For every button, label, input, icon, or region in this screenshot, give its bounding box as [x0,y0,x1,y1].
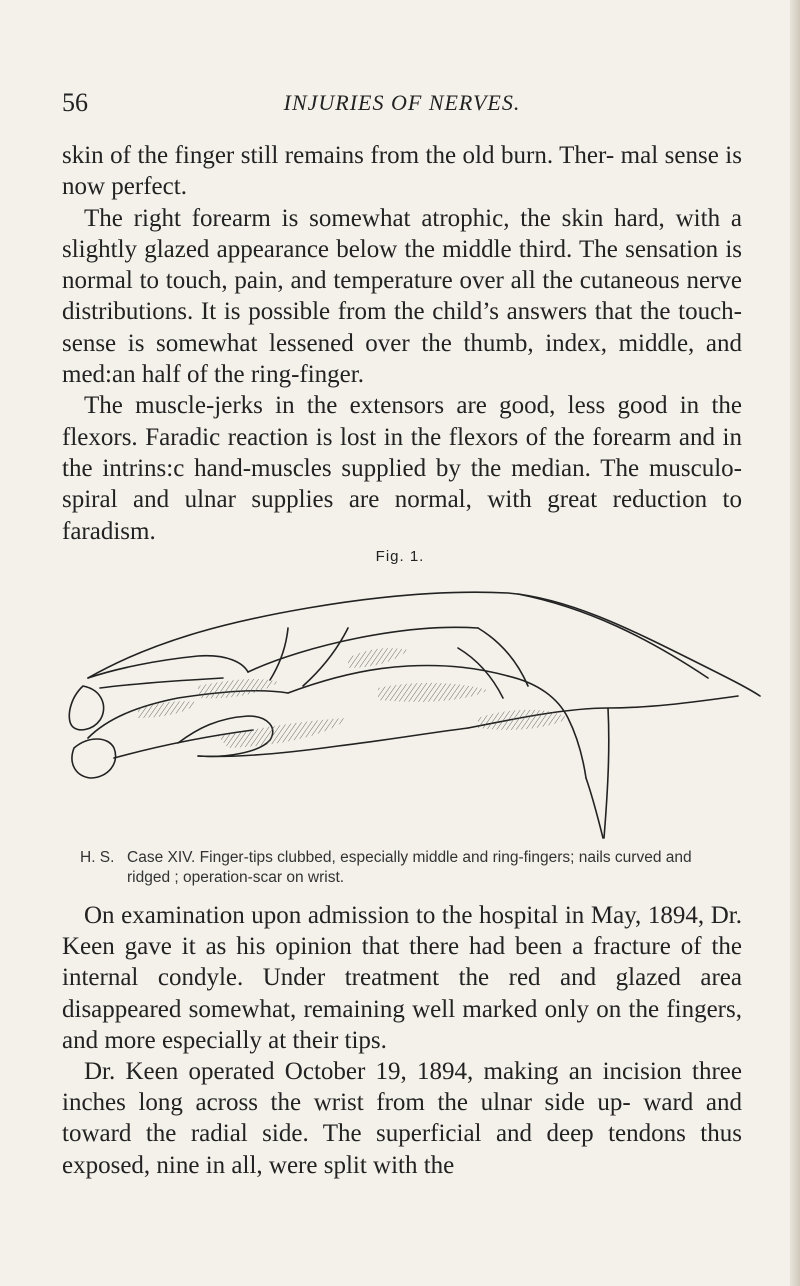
paragraph: On examination upon admission to the hospital in May, 1894, Dr. Keen gave it as his opinion that there had been a fracture of the internal condyle. Under treatment the red and glazed area disappeared somewhat, remaining well marked only on the fingers, and more especially at their tips. [62,902,742,1054]
page-header [62,88,742,124]
paragraph: The right forearm is somewhat atrophic, the skin hard, with a slightly glazed appearance below the middle third. The sensation is normal to touch, pain, and temperature over all the cutaneous nerve distributions. It is possible from the child’s answers that the touch-sense is somewhat lessened over the thumb, index, middle, and med:an half of the ring-finger. [62,204,742,389]
running-head: INJURIES OF NERVES. [283,90,521,115]
figure-caption [80,848,720,888]
hand-drawing [48,568,768,858]
body-text-top [62,140,742,547]
caption-text: Case XIV. Finger-tips clubbed, especially middle and ring-fingers; nails curved and ridged ; operation-scar on wrist. [127,849,692,886]
caption-initials: H. S. [80,849,115,866]
figure-label: Fig. 1. [375,548,425,565]
hand-illustration [48,568,768,858]
paragraph: The muscle-jerks in the extensors are good, less good in the flexors. Faradic reaction is lost in the flexors of the forearm and in the intrins:c hand-muscles supplied by the median. The musculo-spiral and ulnar supplies are normal, with great reduction to faradism. [62,392,742,545]
paragraph: skin of the finger still remains from the old burn. Ther- mal sense is now perfect. [62,142,742,201]
page-number: 56 [62,88,88,117]
page-edge [790,0,800,1286]
body-text-bottom [62,900,742,1181]
paragraph: Dr. Keen operated October 19, 1894, making an incision three inches long across the wrist from the ulnar side up- ward and toward the radial side. The superficial and deep tendons thus exposed, nine in all, were split with the [62,1058,742,1179]
